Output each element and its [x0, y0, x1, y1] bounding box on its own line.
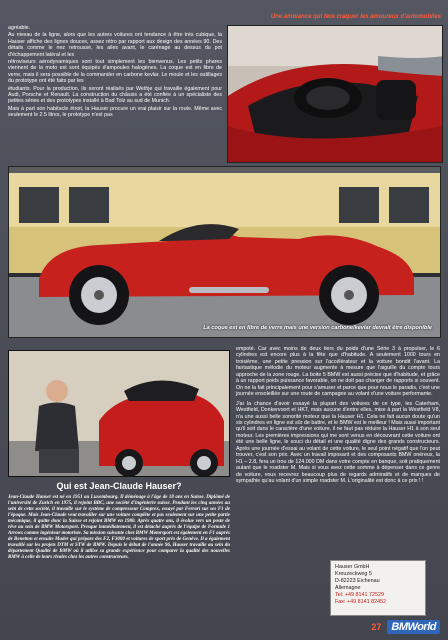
photo-caption-car: La coque est en fibre de verre mais une version carbone/kevlar devrait être disponible — [203, 325, 432, 331]
paragraph: Au niveau de la ligne, alors que les autres voitures ont tendance à être très cubique, la Hauser affiche des lignes douces, assez rétro par rapport aux design des années 90. Des détails comme le nez retroussé, les ailes avant, le carénage au dessus du pot d'échappement latéral et les — [8, 32, 222, 58]
page-number: 27 — [371, 622, 382, 632]
paragraph: J'ai la chance d'avoir essayé la plupart des voitures de ce type, les Caterham, Westfield, Donkervoort et HKT, mais aucune d'entre elles, mise à part la Westfield V8, n'a une aussi belle sonorité moteur que la Hauser H1. Cela ne fait aucun doute qu'un six cylindres en ligne est sûr de battre, et le BMW est le meilleur ! Mais aussi important qu'il soit dans le caractère d'une voiture, il ne faut pas réduire la Hauser H1 à son seul moteur. Les premières impressions qui me sont venus en découvrant cette voiture ont été une belle ligne, le souci du détail et une qualité digne des grands constructeurs. Après une journée d'essai au volant de cette voiture, le seul point négatif que l'on peut trouver, c'est son prix. Avec un travail imposant et des composants BMW onéreux, la H1 – 2.8, fera un trou de 124.000 DM dans votre compte en banque, soit pratiquement autant que le roadster M. Mais si vous avez cette somme à dépenser dans ce genre de voiture, vous recevrez beaucoup plus de regards admiratifs et de marques de sympathie qu'au volant d'un simple roadster M. L'originalité est donc à ce prix ! ! — [236, 400, 440, 485]
portrait-photo — [8, 350, 230, 477]
article-text-top — [8, 25, 222, 120]
car-side-photo — [8, 166, 441, 338]
portrait-illustration — [9, 351, 230, 477]
street: Kreuzeckweg 5 — [335, 571, 372, 577]
paragraph: empoté. Car avec moins de deux tiers du poids d'une Série 3 à propulser, le 6 cylindres est encore plus à la fête que d'habitude. A seulement 1000 tours en troisième, une petite pression sur l'accélérateur et la voiture bondit l'avant. La fantastique mélodie du moteur augmente à mesure que l'aiguille du compte tours approche de la zone rouge. La boite 5 BMW est aussi précise que d'habitude, et grâce à un rapport poids puissance favorable, on ne doit pas changer de rapports si souvent. On ne la fait principalement pour s'amuser et parce que pour nous le paradis, c'est une journée ensoleillée sur une route de campagne au volant d'une voiture performante. — [236, 346, 440, 398]
paragraph: agréable. — [8, 25, 31, 31]
country: Allemagne — [335, 585, 361, 591]
paragraph: Mais à part son habitacle étroit, la Hauser procure un vrai plaisir sur la route. Même avec seulement le 2.5 litres, le prototype n'est pas — [8, 105, 222, 119]
interior-illustration — [228, 26, 443, 163]
address-box — [330, 560, 426, 616]
page-footer — [371, 620, 440, 634]
article-text-right — [236, 346, 440, 488]
phone: Tel: +49 8141 72529 — [335, 592, 385, 598]
interior-photo — [227, 25, 443, 163]
bio-heading: Qui est Jean-Claude Hauser? — [56, 481, 182, 491]
car-illustration — [9, 167, 441, 338]
magazine-logo: BMWorld — [387, 620, 440, 634]
bio-text: Jean-Claude Hauser est né en 1951 au Luxembourg. Il déménage à l'âge de 18 ans en Suisse. Diplômé de l'université de Zurich en 1975, il rejoint BBC, une société d'ingénierie suisse. Pendant les cinq années au sein de cette société, il travaille sur le système de compresseur Comprex, essayé par Ferrari sur ses F1 de l'époque. Mais Jean-Claude veut travailler sur une voiture complète et pas seulement sur une petite partie mécanique, il quitte donc la Suisse et rejoint BMW en 1980. Après quatre ans, il évolue vers un poste de rêve au sein de BMW Motorsport. Presque immédiatement, il est détaché auprès de l'équipe de Formule 1 Arrows comme ingénieur motoriste. Sa mission suivante chez BMW Motorsport est également en F1 auprès de Benetton et ensuite Mader qui prépare des F2, F3000 et voitures de sport près de Genève. Il a également travaillé sur les projets DTM et STW de BMW. Depuis le début de l'année 96, Hauser travaille au sein du département Qualité de BMW où il utilise sa grande expérience pour comparer la qualité des nouvelles BMW à celle de leurs rivales chez les autres constructeurs. — [8, 495, 230, 560]
paragraph: étudiants. Pour la production, ils seront réalisés par Wethje qui travaille également pour Audi, Porsche et Renault. La construction du châssis a été confiée à un spécialiste des petites séries et des prototypes installé à Bad Tolz au sud de Munich. — [8, 85, 222, 105]
fax: Fax: +49 8141 82452 — [335, 599, 387, 605]
company-name: Hauser GmbH — [335, 564, 370, 570]
city: D-82223 Eichenau — [335, 578, 380, 584]
photo-caption-interior: Une ambiance qui fera craquer les amoureux d'automobiles — [270, 14, 441, 20]
paragraph: rétroviseurs aérodynamiques sont tout simplement les bienvenus. Les petits phares viennent de la moto est sont équipés d'ampoules halogènes. La coque est en fibre de verre, mais il sera possible de la commander en carbone kevlar. Le moule et les outillages du prototype ont été faits par les — [8, 59, 222, 85]
